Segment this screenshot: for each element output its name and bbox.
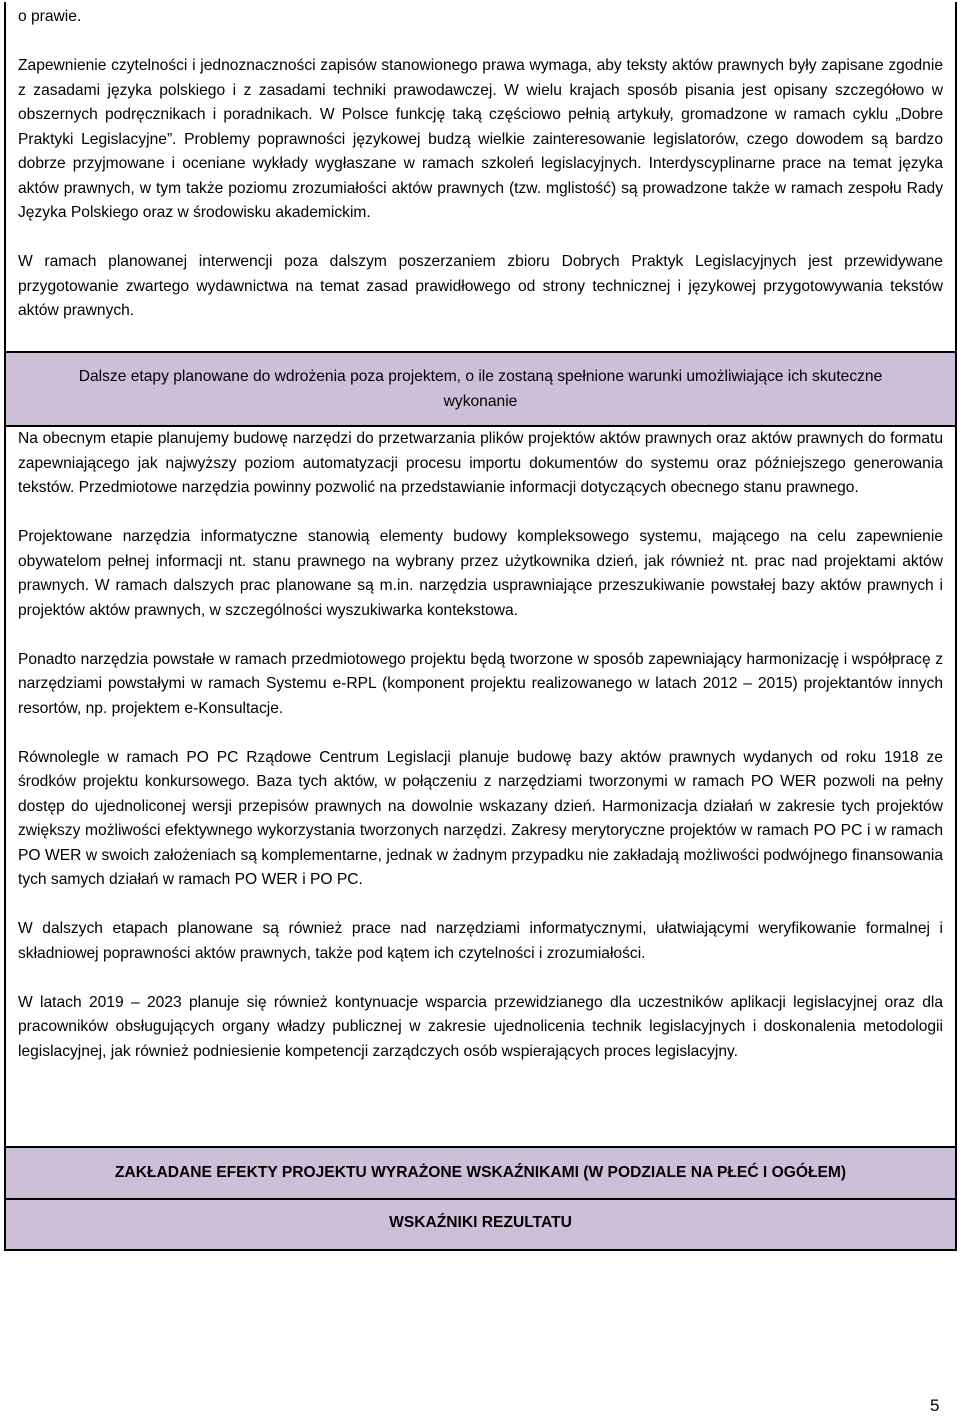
paragraph: Projektowane narzędzia informatyczne stanowią elementy budowy kompleksowego systemu, mającego na celu zapewnienie obywatelom pełnej informacji nt. stanu prawnego na wybrany przez użytkownika dzień, jak również nt. prac nad projektami aktów prawnych. W ramach dalszych prac planowane są m.in. narzędzia usprawniające przeszukiwanie powstałej bazy aktów prawnych i projektów aktów prawnych, w szczególności wyszukiwarka kontekstowa.	[18, 528, 943, 619]
paragraph: Ponadto narzędzia powstałe w ramach przedmiotowego projektu będą tworzone w sposób zapewniający harmonizację i współpracę z narzędziami powstałymi w ramach Systemu e-RPL (komponent projektu realizowanego w latach 2012 – 2015) projektantów innych resortów, np. projektem e-Konsultacje.	[18, 650, 943, 717]
section-heading-next-steps: Dalsze etapy planowane do wdrożenia poza projektem, o ile zostaną spełnione warunki umożliwiające ich skuteczne wykonanie	[6, 351, 955, 427]
page-number: 5	[930, 1396, 940, 1415]
paragraph: W dalszych etapach planowane są również prace nad narzędziami informatycznymi, ułatwiającymi weryfikowanie formalnej i składniowej poprawności aktów prawnych, także pod kątem ich czytelności i zrozumiałości.	[18, 920, 943, 962]
paragraph: W latach 2019 – 2023 planuje się również kontynuacje wsparcia przewidzianego dla uczestników aplikacji legislacyjnej oraz dla pracowników obsługujących organy władzy publicznej w zakresie ujednolicenia technik legislacyjnych i doskonalenia metodologii legislacyjnej, jak również podniesienie kompetencji zarządczych osób wspierających proces legislacyjny.	[18, 993, 943, 1060]
fragment-text: o prawie.	[18, 8, 82, 25]
paragraph: Zapewnienie czytelności i jednoznaczności zapisów stanowionego prawa wymaga, aby teksty aktów prawnych były zapisane zgodnie z zasadami języka polskiego i z zasadami techniki prawodawczej. W wielu krajach sposób pisania jest opisany szczegółowo w obszernych podręcznikach i poradnikach. W Polsce funkcję taką częściowo pełnią artykuły, gromadzone w ramach cyklu „Dobre Praktyki Legislacyjne”. Problemy poprawności językowej budzą wielkie zainteresowanie legislatorów, czego dowodem są bardzo dobrze przyjmowane i oceniane wykłady wygłaszane w ramach szkoleń legislacyjnych. Interdyscyplinarne prace na temat języka aktów prawnych, w tym także poziomu zrozumiałości aktów prawnych (tzw. mglistość) są prowadzone także w ramach zespołu Rady Języka Polskiego oraz w środowisku akademickim.	[18, 57, 943, 221]
section-heading-indicators: ZAKŁADANE EFEKTY PROJEKTU WYRAŻONE WSKAŹNIKAMI (W PODZIALE NA PŁEĆ I OGÓŁEM)	[6, 1146, 955, 1200]
section-subheading-result-indicators: WSKAŹNIKI REZULTATU	[6, 1200, 955, 1249]
document-table	[4, 2, 957, 1251]
paragraph: W ramach planowanej interwencji poza dalszym poszerzaniem zbioru Dobrych Praktyk Legislacyjnych jest przewidywane przygotowanie zwartego wydawnictwa na temat zasad prawidłowego od strony technicznej i językowej przygotowywania tekstów aktów prawnych.	[18, 253, 943, 319]
paragraph: Na obecnym etapie planujemy budowę narzędzi do przetwarzania plików projektów aktów prawnych oraz aktów prawnych do formatu zapewniającego jak najwyższy poziom automatyzacji procesu importu dokumentów do systemu oraz późniejszego generowania tekstów. Przedmiotowe narzędzia powinny pozwolić na przedstawianie informacji dotyczących obecnego stanu prawnego.	[18, 430, 943, 496]
paragraph: Równolegle w ramach PO PC Rządowe Centrum Legislacji planuje budowę bazy aktów prawnych wydanych od roku 1918 ze środków projektu konkursowego. Baza tych aktów, w połączeniu z narzędziami tworzonymi w ramach PO WER pozwoli na pełny dostęp do ujednoliconej wersji przepisów prawnych na dowolnie wskazany dzień. Harmonizacja działań w zakresie tych projektów zwiększy możliwości efektywnego wykorzystania tworzonych narzędzi. Zakresy merytoryczne projektów w ramach PO PC i w ramach PO WER w swoich założeniach są komplementarne, jednak w żadnym przypadku nie zakładają możliwości podwójnego finansowania tych samych działań w ramach PO WER i PO PC.	[18, 748, 943, 888]
text-cell-language	[6, 2, 955, 351]
text-cell-next-steps	[6, 427, 955, 1146]
